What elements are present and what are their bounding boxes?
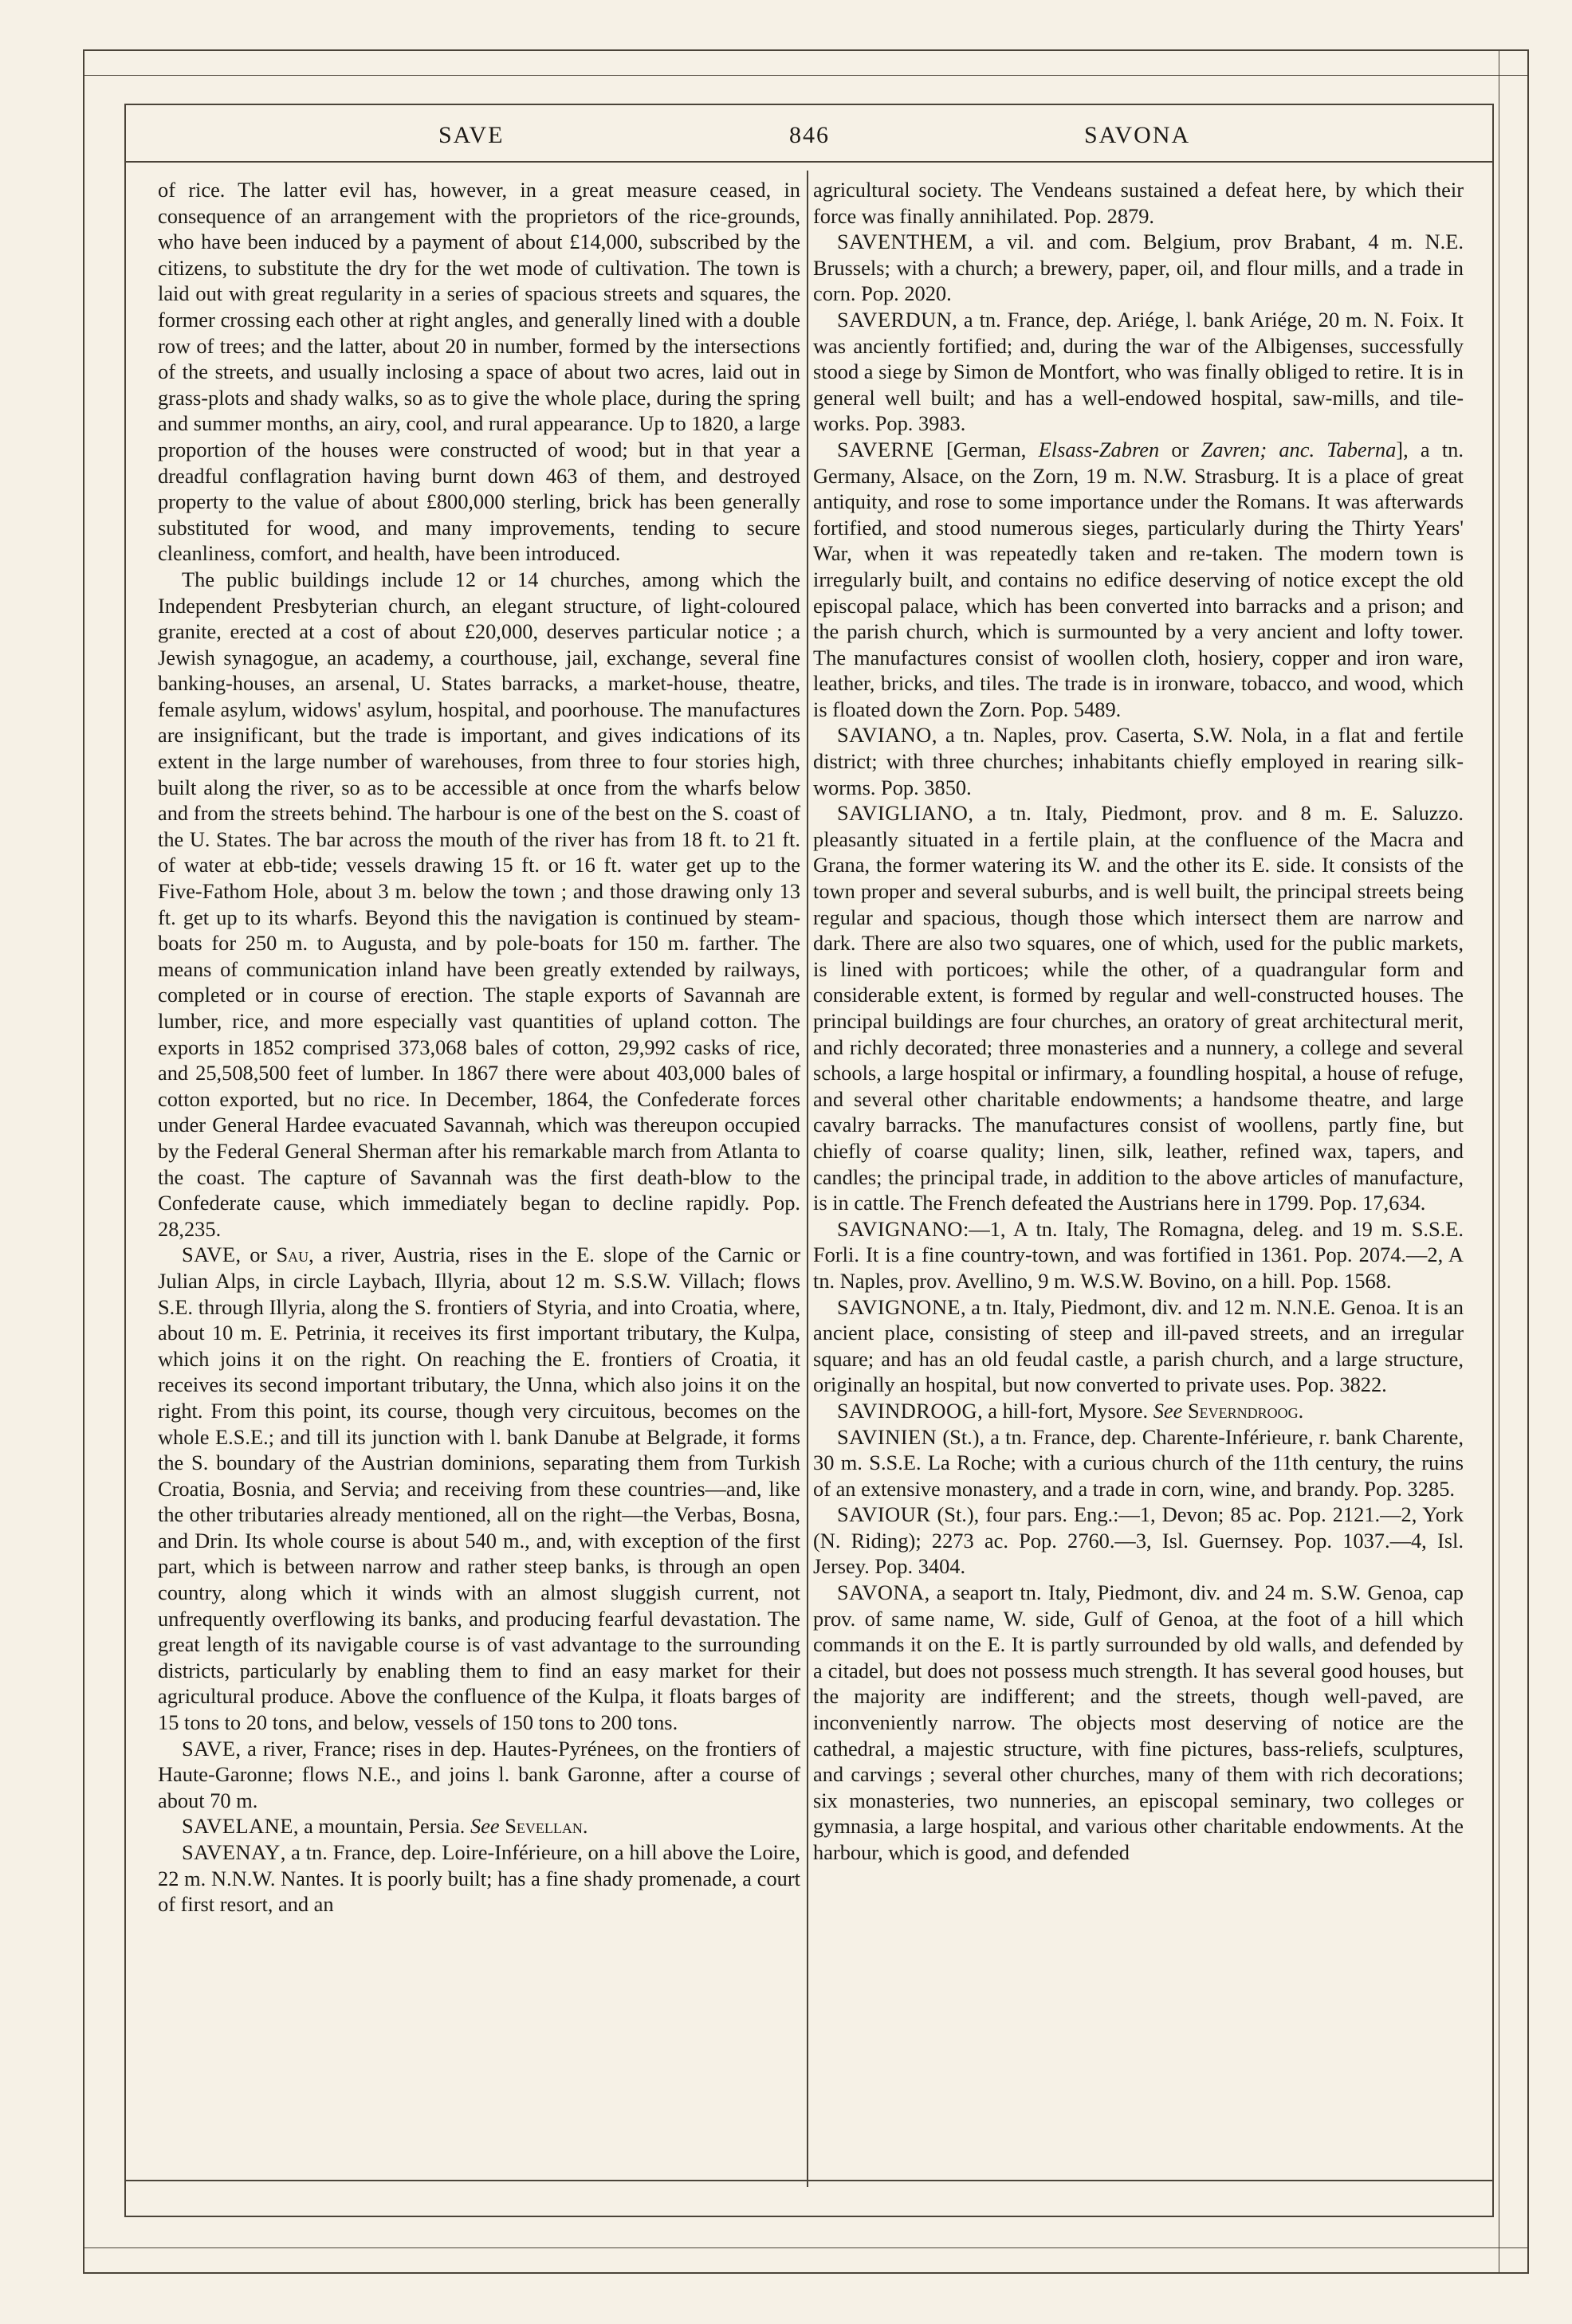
entry-text: , a tn. Italy, Piedmont, prov. and 8 m. E. Saluzzo. pleasantly situated in a fertile plain, at the confluence of the Macra and Grana, the former watering its W. and the other its E. side. It consists of the town proper and several suburbs, and is well built, the principal streets being regular and spacious, though those which intersect them are narrow and dark. There are also two squares, one of which, used for the public markets, is lined with porticoes; while the other, of a quadrangular form and considerable extent, is formed by regular and well-constructed houses. The principal buildings are four churches, an oratory of great architectural merit, and richly decorated; three monasteries and a nunnery, a college and several schools, a large hospital or infirmary, a foundling hospital, a house of refuge, and several other charitable endowments; a handsome theatre, and large cavalry barracks. The manufactures consist of woollens, partly fine, but chiefly of coarse quality; linen, silk, leather, refined wax, tapers, and candles; the principal trade, in addition to the above articles of manufacture, is in cattle. The French defeated the Austrians here in 1799. Pop. 17,634. [813,801,1464,1215]
headword: SAVIGNANO [837,1216,963,1241]
entry-savannah-public-buildings [158,567,800,1242]
entry-text: :—1, A tn. Italy, The Romagna, deleg. and 19 m. S.S.E. Forli. It is a fine country-town, and was fortified in 1361. Pop. 2074.—2, A tn. Naples, prov. Avellino, 9 m. W.S.W. Bovino, on a hill. Pop. 1568. [813,1216,1464,1293]
headword: SAVERNE [837,437,934,461]
entry-text: (St.), a tn. France, dep. Charente-Inférieure, r. bank Charente, 30 m. S.S.E. La Roche; with a curious church of the 11th century, the ruins of an extensive monastery, and a trade in corn, wine, and brandy. Pop. 3285. [813,1424,1464,1501]
entry-savannah-continued [158,177,800,567]
entry-text: (St.), four pars. Eng.:—1, Devon; 85 ac. Pop. 2121.—2, York (N. Riding); 2273 ac. Pop. 2760.—3, Isl. Guernsey. Pop. 1037.—4, Isl. Jersey. Pop. 3404. [813,1502,1464,1579]
entry-text: [German, [933,437,1027,461]
headword: SAVENTHEM [837,230,968,254]
entry-save-france [158,1736,800,1814]
entry-text: , a river, France; rises in dep. Hautes-Pyrénees, on the frontiers of Haute-Garonne; flows N.E., and joins l. bank Garonne, after a course of about 70 m. [158,1736,800,1812]
entry-savelane [158,1813,800,1839]
paragraph-text: agricultural society. The Vendeans sustained a defeat here, by which their force was finally annihilated. Pop. 2879. [813,178,1464,228]
entry-savignone [813,1294,1464,1398]
column-divider [807,171,808,2187]
entry-savinien [813,1424,1464,1502]
header-rule [124,161,1494,163]
footer-rule [124,2180,1494,2181]
entry-text: , a tn. France, dep. Ariége, l. bank Ariége, 20 m. N. Foix. It was anciently fortified; and, during the war of the Albigenses, successfully stood a siege by Simon de Montfort, who was finally obliged to retire. It is in general well built; and has a well-endowed hospital, saw-mills, and tile-works. Pop. 3983. [813,307,1464,436]
bottom-hairline [83,2247,1529,2248]
entry-savindroog [813,1398,1464,1424]
alt-name: Elsass-Zabren [1038,437,1160,461]
entry-text: , a river, Austria, rises in the E. slope of the Carnic or Julian Alps, in circle Laybach, Illyria, about 12 m. S.S.W. Villach; flows S.E. through Illyria, along the S. frontiers of Styria, and into Croatia, where, about 10 m. E. Petrinia, it receives its first important tributary, the Kulpa, which joins it on the right. On reaching the E. frontiers of Croatia, it receives its second important tributary, the Unna, which also joins it on the right. From this point, its course, though very circuitous, becomes on the whole E.S.E.; and till its junction with l. bank Danube at Belgrade, it forms the S. boundary of the Austrian dominions, separating them from Turkish Croatia, Bosnia, and Servia; and receiving from these countries—and, like the other tributaries already mentioned, all on the right—the Verbas, Bosna, and Drin. Its whole course is about 540 m., and, with exception of the first part, which is between narrow and rather steep banks, is through an open country, along which it winds with an almost sluggish current, not unfrequently overflowing its banks, and producing fearful devastation. The great length of its navigable course is of vast advantage to the surrounding districts, particularly by enabling them to find an easy market for their agricultural produce. Above the confluence of the Kulpa, it floats barges of 15 tons to 20 tons, and below, vessels of 150 tons to 200 tons. [158,1242,800,1735]
entry-text: , or [235,1242,268,1267]
paragraph-text: of rice. The latter evil has, however, in a great measure ceased, in consequence of an arrangement with the proprietors of the rice-grounds, who have been induced by a payment of about £14,000, subscribed by the citizens, to substitute the dry for the wet mode of cultivation. The town is laid out with great regularity in a series of spacious streets and squares, the former crossing each other at right angles, and generally lined with a double row of trees; and the latter, about 20 in number, formed by the intersections of the streets, and usually inclosing a space of about two acres, laid out in grass-plots and shady walks, so as to give the whole place, during the spring and summer months, an airy, cool, and rural appearance. Up to 1820, a large proportion of the houses were constructed of wood; but in that year a dreadful conflagration having burnt down 463 of them, and destroyed property to the value of about £800,000 sterling, brick has been generally substituted for wood, and many improvements, tending to secure cleanliness, comfort, and health, have been introduced. [158,178,800,566]
paragraph-text: The public buildings include 12 or 14 churches, among which the Independent Presbyterian church, an elegant structure, of light-coloured granite, erected at a cost of about £20,000, deserves particular notice ; a Jewish synagogue, an academy, a courthouse, jail, exchange, several fine banking-houses, an arsenal, U. States barracks, a market-house, theatre, female asylum, widows' asylum, hospital, and poorhouse. The manufactures are insignificant, but the trade is important, and gives indications of its extent in the large number of warehouses, from three to four stories high, built along the river, so as to be accessible at once from the wharfs below and from the streets behind. The harbour is one of the best on the S. coast of the U. States. The bar across the mouth of the river has from 18 ft. to 21 ft. of water at ebb-tide; vessels drawing 15 ft. or 16 ft. water get up to the Five-Fathom Hole, about 3 m. below the town ; and those drawing only 13 ft. get up to its wharfs. Beyond this the navigation is continued by steam-boats for 250 m. to Augusta, and by pole-boats for 150 m. farther. The means of communication inland have been greatly extended by railways, completed or in course of erection. The staple exports of Savannah are lumber, rice, and more especially vast quantities of upland cotton. The exports in 1852 comprised 373,068 bales of cotton, 29,992 casks of rice, and 25,508,500 feet of lumber. In 1867 there were about 403,000 bales of cotton exported, but no rice. In December, 1864, the Confederate forces under General Hardee evacuated Savannah, which was thereupon occupied by the Federal General Sherman after his remarkable march from Atlanta to the coast. The capture of Savannah was the first death-blow to the Confederate cause, which immediately began to decline rapidly. Pop. 28,235. [158,567,800,1241]
entry-text: , a hill-fort, Mysore. [977,1398,1149,1423]
top-hairline [83,75,1529,76]
headword: SAVE [182,1242,236,1267]
headword: SAVONA [837,1580,925,1605]
headword: SAVIOUR [837,1502,931,1527]
cross-reference: Sevellan. [505,1814,588,1839]
entry-savigliano [813,800,1464,1216]
entry-text: , a mountain, Persia. [293,1814,466,1839]
entry-saverne [813,437,1464,723]
alt-name: Zavren; anc. Taberna [1201,437,1397,461]
entry-text: , a seaport tn. Italy, Piedmont, div. and 24 m. S.W. Genoa, cap prov. of same name, W. side, Gulf of Genoa, at the foot of a hill which commands it on the E. It is partly surrounded by old walls, and defended by a citadel, but does not possess much strength. It has several good houses, but the majority are indifferent; and the streets, though well-paved, are inconveniently narrow. The objects most deserving of notice are the cathedral, a majestic structure, with fine pictures, bass-reliefs, sculptures, and carvings ; several other churches, many of them with rich decorations; six monasteries, two nunneries, an episcopal seminary, two colleges or gymnasia, a large hospital, and various other charitable endowments. At the harbour, which is good, and defended [813,1580,1464,1864]
entry-saventhem [813,229,1464,307]
see-label: See [470,1814,500,1839]
entry-savenay [158,1839,800,1918]
headword: SAVERDUN [837,307,953,332]
entry-text: , a tn. France, dep. Loire-Inférieure, on a hill above the Loire, 22 m. N.N.W. Nantes. It is poorly built; has a fine shady promenade, a court of first resort, and an [158,1840,800,1917]
right-column [813,177,1464,2185]
entry-saviour [813,1502,1464,1580]
alt-headword: Sau [276,1242,309,1267]
entry-save-austria [158,1242,800,1735]
headword: SAVINIEN [837,1424,937,1449]
see-label: See [1153,1398,1183,1423]
entry-savignano [813,1216,1464,1294]
entry-saverdun [813,307,1464,437]
entry-text: , a tn. Italy, Piedmont, div. and 12 m. N.N.E. Genoa. It is an ancient place, consisting of steep and ill-paved streets, and an irregular square; and has an old feudal castle, a parish church, and a large structure, originally an hospital, but now converted to private uses. Pop. 3822. [813,1294,1464,1397]
entry-text: , a vil. and com. Belgium, prov Brabant, 4 m. N.E. Brussels; with a church; a brewery, paper, oil, and flour mills, and a trade in corn. Pop. 2020. [813,230,1464,306]
entry-savenay-continued [813,177,1464,229]
entry-text: , a tn. Naples, prov. Caserta, S.W. Nola, in a flat and fertile district; with three churches; inhabitants chiefly employed in rearing silk-worms. Pop. 3850. [813,723,1464,799]
entry-text: ], a tn. Germany, Alsace, on the Zorn, 19 m. N.W. Strasburg. It is a place of great antiquity, and rose to some importance under the Romans. It was afterwards fortified, and stood numerous sieges, particularly during the Thirty Years' War, when it was repeatedly taken and re-taken. The modern town is irregularly built, and contains no edifice deserving of notice except the old episcopal palace, which has been converted into barracks and a prison; and the parish church, which is surmounted by a very ancient and lofty tower. The manufactures consist of woollen cloth, hosiery, copper and iron ware, leather, bricks, and tiles. The trade is in ironware, tobacco, and wood, which is floated down the Zorn. Pop. 5489. [813,437,1464,721]
page-number: 846 [789,122,830,148]
entry-text: or [1159,437,1189,461]
headword: SAVENAY [182,1840,281,1864]
headword: SAVINDROOG [837,1398,978,1423]
left-column [158,177,800,2185]
headword: SAVIGLIANO [837,801,969,826]
entry-savona [813,1580,1464,1866]
headword: SAVE [182,1736,236,1761]
cross-reference: Severndroog. [1187,1398,1304,1423]
headword: SAVIGNONE [837,1294,961,1319]
running-head-right: SAVONA [1084,122,1191,148]
entry-saviano [813,722,1464,800]
running-head-left: SAVE [438,122,505,148]
headword: SAVELANE [182,1814,293,1839]
headword: SAVIANO [837,723,932,748]
